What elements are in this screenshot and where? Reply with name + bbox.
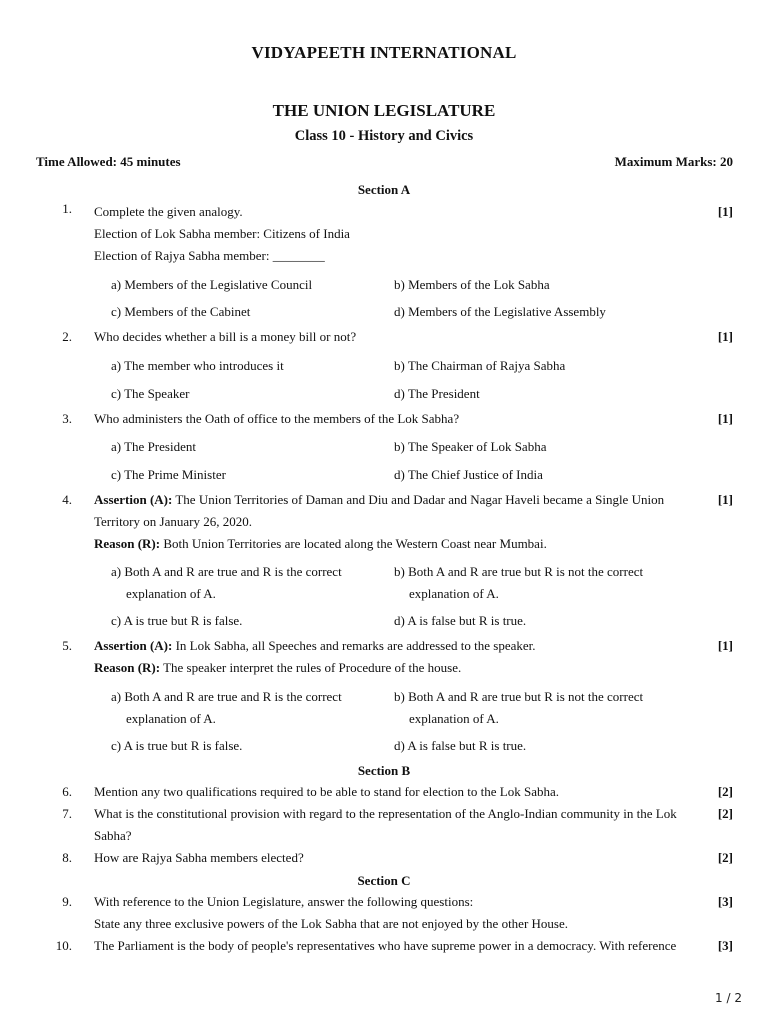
option-c: c) The Prime Minister (111, 467, 226, 482)
question-number: 5. (62, 638, 72, 653)
question-text: Who decides whether a bill is a money bill or not? (94, 329, 357, 344)
assertion-text: The Union Territories of Daman and Diu and Dadar and Nagar Haveli became a Single Union Territory on January 26, 2020. (94, 492, 665, 529)
option-a: a) The President (111, 439, 196, 454)
reason-line (94, 533, 706, 555)
question-number: 4. (62, 492, 72, 507)
question-text: What is the constitutional provision with regard to the representation of the Anglo-Indian community in the Lok Sabha? (94, 806, 677, 843)
question-text: Mention any two qualifications required to be able to stand for election to the Lok Sabha. (94, 784, 559, 799)
option-b: b) The Speaker of Lok Sabha (394, 439, 547, 454)
question-text: Who administers the Oath of office to the members of the Lok Sabha? (94, 411, 460, 426)
section-c-heading: Section C (357, 873, 411, 888)
option-d: d) A is false but R is true. (394, 613, 527, 628)
time-allowed: Time Allowed: 45 minutes (36, 154, 181, 169)
question-number: 9. (62, 894, 72, 909)
question-line: With reference to the Union Legislature, answer the following questions: (94, 894, 474, 909)
question-marks: [2] (717, 806, 733, 821)
option-b: b) Both A and R are true but R is not the correct explanation of A. (394, 689, 644, 726)
question-line: Election of Rajya Sabha member: ________ (94, 248, 325, 263)
question-marks: [3] (717, 894, 733, 909)
maximum-marks: Maximum Marks: 20 (614, 154, 733, 169)
option-b: b) Both A and R are true but R is not the correct explanation of A. (394, 564, 644, 601)
question-number: 6. (62, 784, 72, 799)
paper-title: THE UNION LEGISLATURE (272, 101, 496, 120)
question-number: 7. (62, 806, 72, 821)
question-number: 3. (62, 411, 72, 426)
option-a: a) Both A and R are true and R is the correct explanation of A. (111, 564, 342, 601)
assertion-line (94, 489, 706, 533)
reason-text: The speaker interpret the rules of Procedure of the house. (163, 660, 462, 675)
question-line: State any three exclusive powers of the Lok Sabha that are not enjoyed by the other House. (94, 916, 568, 931)
assertion-text: In Lok Sabha, all Speeches and remarks are addressed to the speaker. (175, 638, 536, 653)
option-c: c) The Speaker (111, 386, 190, 401)
question-line: Complete the given analogy. (94, 204, 243, 219)
question-number: 10. (55, 938, 72, 953)
question-marks: [1] (717, 638, 733, 653)
option-b: b) Members of the Lok Sabha (394, 277, 550, 292)
school-name: VIDYAPEETH INTERNATIONAL (251, 43, 517, 62)
question-marks: [2] (717, 850, 733, 865)
section-a-heading: Section A (357, 182, 411, 197)
reason-line (94, 657, 706, 679)
assertion-reason (94, 489, 706, 555)
option-a: a) Members of the Legislative Council (111, 277, 313, 292)
question-marks: [1] (717, 411, 733, 426)
option-a: a) Both A and R are true and R is the correct explanation of A. (111, 689, 342, 726)
question-number: 2. (62, 329, 72, 344)
option-c: c) A is true but R is false. (111, 738, 243, 753)
question-marks: [1] (717, 492, 733, 507)
reason-text: Both Union Territories are located along the Western Coast near Mumbai. (163, 536, 547, 551)
assertion-label: Assertion (A): (94, 638, 173, 653)
page-number: 1 / 2 (715, 991, 742, 1005)
question-marks: [1] (717, 204, 733, 219)
section-b-heading: Section B (357, 763, 411, 778)
question-marks: [1] (717, 329, 733, 344)
assertion-reason (94, 635, 706, 679)
question-marks: [2] (717, 784, 733, 799)
option-c: c) A is true but R is false. (111, 613, 243, 628)
reason-label: Reason (R): (94, 660, 161, 675)
assertion-line (94, 635, 706, 657)
option-a: a) The member who introduces it (111, 358, 284, 373)
assertion-label: Assertion (A): (94, 492, 173, 507)
reason-label: Reason (R): (94, 536, 161, 551)
option-d: d) The President (394, 386, 480, 401)
question-text: The Parliament is the body of people's representatives who have supreme power in a democracy. With reference (94, 938, 677, 953)
paper-subtitle: Class 10 - History and Civics (294, 128, 474, 144)
question-marks: [3] (717, 938, 733, 953)
option-d: d) The Chief Justice of India (394, 467, 543, 482)
question-number: 8. (62, 850, 72, 865)
option-d: d) Members of the Legislative Assembly (394, 304, 606, 319)
question-number: 1. (62, 201, 72, 216)
question-text (94, 891, 706, 935)
option-b: b) The Chairman of Rajya Sabha (394, 358, 566, 373)
question-text: How are Rajya Sabha members elected? (94, 850, 304, 865)
question-text (94, 201, 706, 267)
question-line: Election of Lok Sabha member: Citizens of India (94, 226, 350, 241)
option-c: c) Members of the Cabinet (111, 304, 251, 319)
option-d: d) A is false but R is true. (394, 738, 527, 753)
